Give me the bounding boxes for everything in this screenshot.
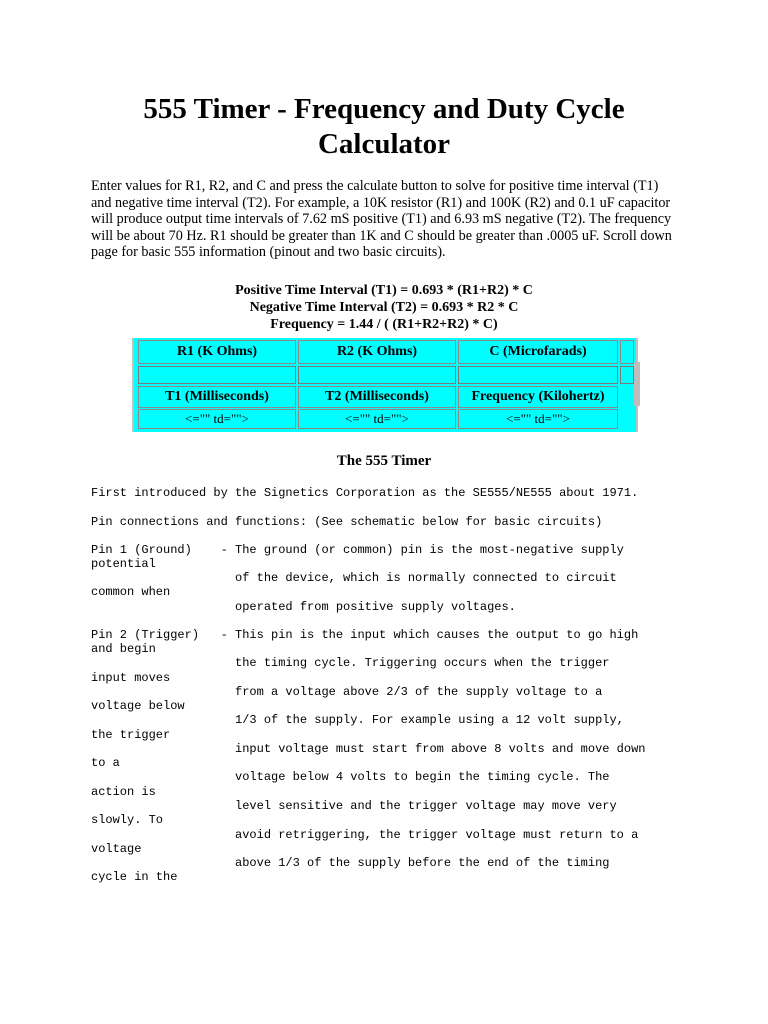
body-line: input moves bbox=[91, 671, 171, 685]
header-c: C (Microfarads) bbox=[458, 340, 618, 364]
body-line: voltage below 4 volts to begin the timing cycle. The bbox=[91, 770, 610, 784]
body-line: voltage below bbox=[91, 699, 185, 713]
body-line: 1/3 of the supply. For example using a 12 volt supply, bbox=[91, 713, 624, 727]
body-line: the trigger bbox=[91, 728, 171, 742]
header-t2: T2 (Milliseconds) bbox=[298, 386, 456, 408]
body-line: Pin connections and functions: (See schematic below for basic circuits) bbox=[91, 515, 603, 529]
body-line: Pin 1 (Ground) - The ground (or common) pin is the most-negative supply bbox=[91, 543, 624, 557]
header-frequency: Frequency (Kilohertz) bbox=[458, 386, 618, 408]
calculator-table bbox=[132, 338, 638, 432]
body-line: operated from positive supply voltages. bbox=[91, 600, 516, 614]
intro-paragraph: Enter values for R1, R2, and C and press the calculate button to solve for positive time interval (T1) and negative time interval (T2). For example, a 10K resistor (R1) and 100K (R2) and 0.1 uF capacitor will produce output time intervals of 7.62 mS positive (T1) and 6.93 mS negative (T2). The frequency will be about 70 Hz. R1 should be greater than 1K and C should be greater than .0005 uF. Scroll down page for basic 555 information (pinout and two basic circuits). bbox=[91, 178, 672, 261]
body-line: common when bbox=[91, 585, 171, 599]
calculate-button-cell[interactable] bbox=[620, 340, 634, 364]
body-line: action is bbox=[91, 785, 156, 799]
r2-input[interactable] bbox=[298, 366, 456, 384]
header-t1: T1 (Milliseconds) bbox=[138, 386, 296, 408]
extra-input-cell bbox=[620, 366, 634, 384]
body-line: to a bbox=[91, 756, 120, 770]
body-line: avoid retriggering, the trigger voltage must return to a bbox=[91, 828, 639, 842]
body-line: First introduced by the Signetics Corporation as the SE555/NE555 about 1971. bbox=[91, 486, 639, 500]
output-frequency: <="" td=""> bbox=[458, 409, 618, 429]
body-line: cycle in the bbox=[91, 870, 178, 884]
body-line: above 1/3 of the supply before the end of the timing bbox=[91, 856, 610, 870]
body-line: and begin bbox=[91, 642, 156, 656]
body-line: Pin 2 (Trigger) - This pin is the input which causes the output to go high bbox=[91, 628, 639, 642]
r1-input[interactable] bbox=[138, 366, 296, 384]
section-title: The 555 Timer bbox=[336, 453, 432, 469]
page-title-line-2: Calculator bbox=[317, 128, 451, 160]
page-title bbox=[0, 92, 768, 162]
body-line: input voltage must start from above 8 volts and move down bbox=[91, 742, 646, 756]
body-line: voltage bbox=[91, 842, 142, 856]
body-line: of the device, which is normally connected to circuit bbox=[91, 571, 617, 585]
output-t1: <="" td=""> bbox=[138, 409, 296, 429]
page-title-line-1: 555 Timer - Frequency and Duty Cycle bbox=[143, 93, 625, 125]
output-t2: <="" td=""> bbox=[298, 409, 456, 429]
body-line: slowly. To bbox=[91, 813, 164, 827]
body-line: the timing cycle. Triggering occurs when the trigger bbox=[91, 656, 610, 670]
formulas bbox=[0, 282, 768, 333]
header-r2: R2 (K Ohms) bbox=[298, 340, 456, 364]
body-line: from a voltage above 2/3 of the supply voltage to a bbox=[91, 685, 603, 699]
body-line: level sensitive and the trigger voltage may move very bbox=[91, 799, 617, 813]
body-line: potential bbox=[91, 557, 156, 571]
header-r1: R1 (K Ohms) bbox=[138, 340, 296, 364]
formula-frequency: Frequency = 1.44 / ( (R1+R2+R2) * C) bbox=[270, 317, 498, 332]
formula-positive: Positive Time Interval (T1) = 0.693 * (R1+R2) * C bbox=[235, 283, 533, 298]
table-scrollbar[interactable] bbox=[634, 362, 640, 406]
formula-negative: Negative Time Interval (T2) = 0.693 * R2 * C bbox=[249, 300, 519, 315]
c-input[interactable] bbox=[458, 366, 618, 384]
